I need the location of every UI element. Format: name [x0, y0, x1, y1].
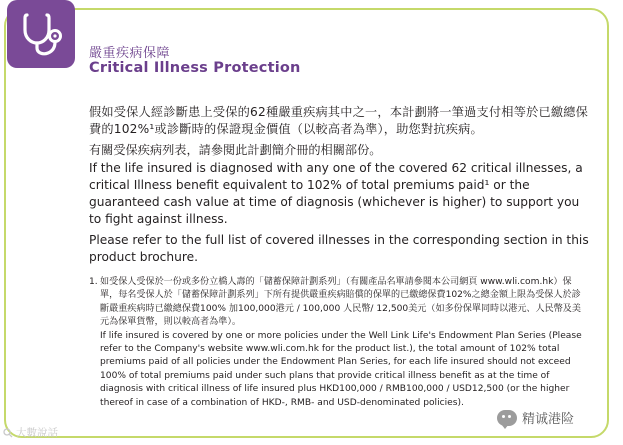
watermark-right-text: 精诚港险	[522, 412, 575, 427]
section-title-en: Critical Illness Protection	[89, 60, 301, 76]
benefit-description-zh: 假如受保人經診斷患上受保的62種嚴重疾病其中之一，本計劃將一筆過支付相等於已繳總保費的102%¹或診斷時的保證現金價值（以較高者為準），助您對抗疾病。	[89, 105, 589, 136]
section-title-zh: 嚴重疾病保障	[89, 46, 171, 61]
watermark-right	[497, 408, 574, 427]
footnote-number: 1.	[89, 277, 98, 287]
stethoscope-icon	[15, 8, 67, 60]
benefit-description-en: If the life insured is diagnosed with any one of the covered 62 critical illnesses, a critical Illness benefit equivalent to 102% of total premiums paid¹ or the guaranteed cash value at time of diagnosis (whichever is higher) to support you to fight against illness.	[89, 161, 583, 226]
stethoscope-badge	[7, 0, 75, 68]
footnote-text-en: If life insured is covered by one or more policies under the Well Link Life's Endowment Plan Series (Please refer to the Company's website www.wli.com.hk for the product list.), the total amount of 102% total premiums paid of all policies under the Endowment Plan Series, for each life insured should not exceed 100% of total premiums paid under such plans that provide critical illness benefit as at the time of diagnosis with critical illness of life insured plus HKD100,000 / RMB100,000 / USD12,500 (or the higher thereof in case of a combination of HKD-, RMB- and USD-denominated policies).	[100, 330, 582, 408]
footnote	[89, 276, 587, 410]
watermark-left	[3, 425, 58, 440]
chat-bubble-icon	[497, 410, 517, 426]
illness-list-reference-en: Please refer to the full list of covered illnesses in the corresponding section in this product brochure.	[89, 233, 589, 264]
footnote-text-zh: 如受保人受保於一份或多份立橋人壽的「儲蓄保障計劃系列」（有關產品名單請參閱本公司網頁 www.wli.com.hk）保單，每名受保人於「儲蓄保障計劃系列」下所有提供嚴重疾病賠償的保單的已繳總保費102%之總金額上限為受保人於診斷嚴重疾病時已繳總保費100% 加100,000港元 / 100,000 人民幣/ 12,500美元（如多份保單同時以港元、人民幣及美元為保單貨幣，則以較高者為準）。	[100, 277, 581, 328]
search-icon	[3, 428, 13, 438]
illness-list-reference-zh: 有關受保疾病列表，請參閱此計劃簡介冊的相關部份。	[89, 143, 382, 157]
watermark-left-text: 大數說話	[16, 427, 58, 439]
